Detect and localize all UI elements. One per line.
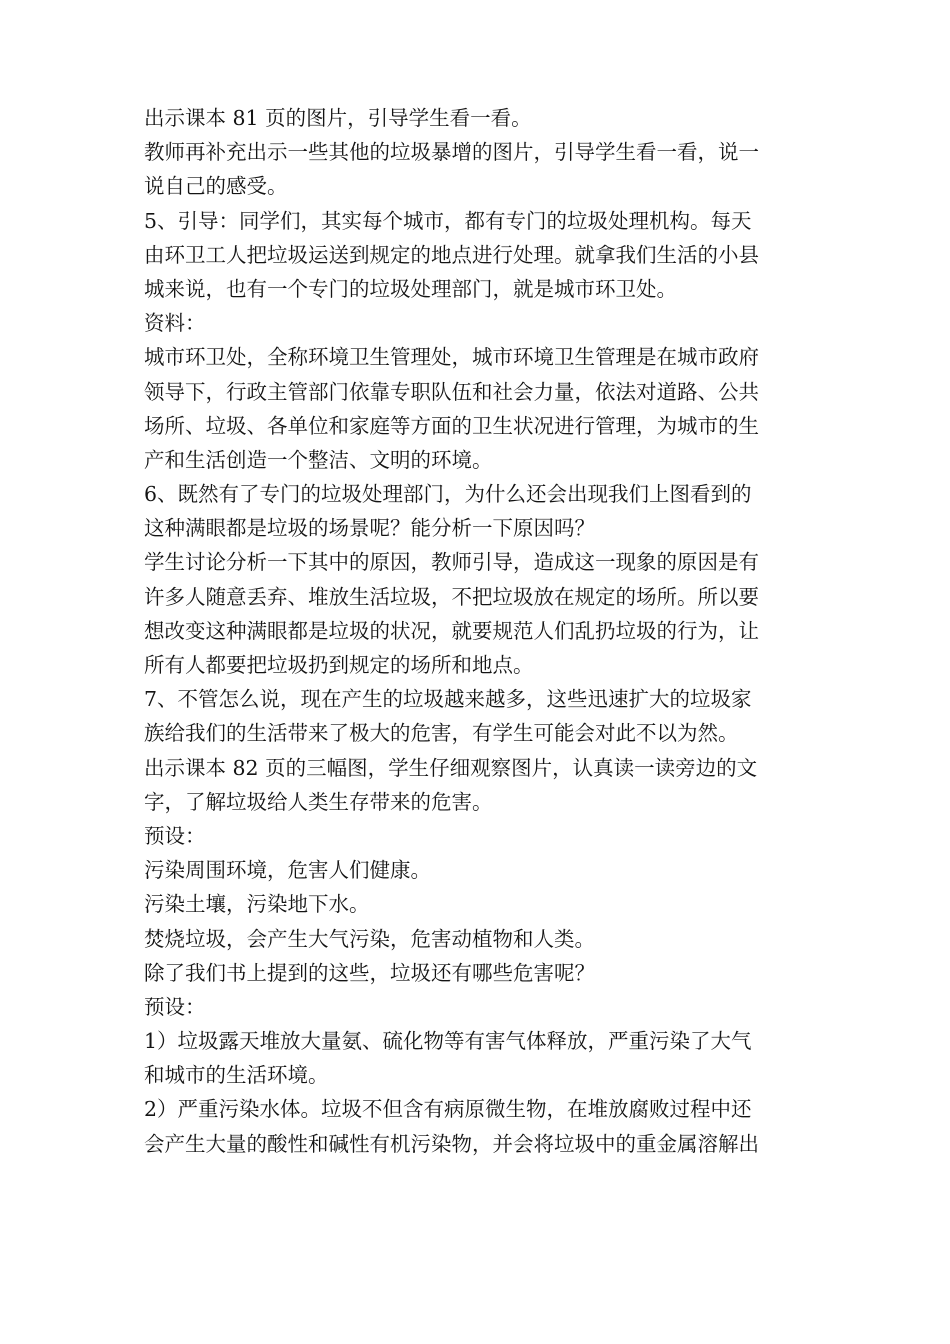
text-line: 6、既然有了专门的垃圾处理部门，为什么还会出现我们上图看到的 [144, 482, 752, 507]
text-line: 预设： [144, 994, 206, 1019]
text-line: 会产生大量的酸性和碱性有机污染物，并会将垃圾中的重金属溶解出 [144, 1131, 759, 1156]
text-line: 领导下，行政主管部门依靠专职队伍和社会力量，依法对道路、公共 [144, 379, 759, 404]
text-line: 城市环卫处，全称环境卫生管理处，城市环境卫生管理是在城市政府 [144, 345, 759, 370]
text-line: 城来说，也有一个专门的垃圾处理部门，就是城市环卫处。 [144, 276, 677, 301]
text-line: 由环卫工人把垃圾运送到规定的地点进行处理。就拿我们生活的小县 [144, 242, 759, 267]
text-line: 5、引导：同学们，其实每个城市，都有专门的垃圾处理机构。每天 [144, 208, 752, 233]
text-line: 除了我们书上提到的这些，垃圾还有哪些危害呢？ [144, 960, 595, 985]
text-line: 出示课本 81 页的图片，引导学生看一看。 [144, 106, 532, 130]
text-line: 想改变这种满眼都是垃圾的状况，就要规范人们乱扔垃圾的行为，让 [144, 618, 759, 643]
text-line: 1）垃圾露天堆放大量氨、硫化物等有害气体释放，严重污染了大气 [144, 1029, 752, 1054]
text-line: 学生讨论分析一下其中的原因，教师引导，造成这一现象的原因是有 [144, 550, 759, 575]
text-line: 这种满眼都是垃圾的场景呢？能分析一下原因吗？ [144, 516, 595, 541]
text-line: 字，了解垃圾给人类生存带来的危害。 [144, 789, 493, 814]
text-line: 2）严重污染水体。垃圾不但含有病原微生物，在堆放腐败过程中还 [144, 1097, 752, 1122]
text-line: 说自己的感受。 [144, 174, 288, 199]
text-line: 教师再补充出示一些其他的垃圾暴增的图片，引导学生看一看，说一 [144, 140, 759, 165]
text-line: 和城市的生活环境。 [144, 1063, 329, 1088]
text-line: 污染土壤，污染地下水。 [144, 892, 370, 917]
text-line: 出示课本 82 页的三幅图，学生仔细观察图片，认真读一读旁边的文 [144, 755, 758, 780]
text-line: 许多人随意丢弃、堆放生活垃圾，不把垃圾放在规定的场所。所以要 [144, 584, 759, 609]
text-line: 资料： [144, 311, 206, 336]
text-line: 7、不管怎么说，现在产生的垃圾越来越多，这些迅速扩大的垃圾家 [144, 687, 752, 712]
text-line: 预设： [144, 823, 206, 848]
text-line: 所有人都要把垃圾扔到规定的场所和地点。 [144, 653, 534, 677]
text-line: 污染周围环境，危害人们健康。 [144, 858, 431, 883]
text-line: 焚烧垃圾，会产生大气污染，危害动植物和人类。 [144, 926, 595, 951]
text-line: 产和生活创造一个整洁、文明的环境。 [144, 447, 493, 472]
text-line: 场所、垃圾、各单位和家庭等方面的卫生状况进行管理，为城市的生 [144, 413, 759, 438]
document-body [144, 101, 824, 1161]
text-line: 族给我们的生活带来了极大的危害，有学生可能会对此不以为然。 [144, 721, 739, 746]
